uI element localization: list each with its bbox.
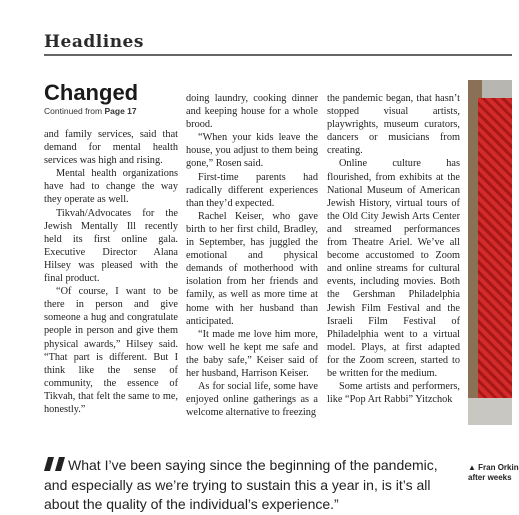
continued-page-link[interactable]: Page 17 [104,106,137,116]
article-title: Changed [44,80,139,105]
paragraph: Some artists and performers, like “Pop Art Rabbi” Yitzchok [327,381,460,406]
paragraph: First-time parents had radically different experiences than they’d expected. [186,171,318,209]
caption-line: ▲ Fran Orkin [468,463,519,472]
paragraph: and family services, said that demand for mental health services was high and rising. [44,129,178,167]
caption-line: after weeks [468,472,512,482]
pull-quote-text: What I’ve been saying since the beginning of the pandemic, and especially as we’re trying to sustain this a year in, is it’s all about the quality of the individual’s experience.” [44,457,438,512]
paragraph: “When your kids leave the house, you adjust to them being gone,” Rosen said. [186,132,318,170]
article-photo [468,80,512,425]
paragraph: the pandemic began, that hasn’t stopped visual artists, playwrights, museum curators, dancers or musicians from creating. [327,93,460,157]
section-rule [44,54,512,56]
paragraph: “It made me love him more, how well he kept me safe and the baby safe,” Keiser said of her husband, Harrison Keiser. [186,328,318,379]
continued-from [44,106,137,116]
pull-quote [44,456,452,515]
article-column-1 [44,128,178,416]
continued-prefix: Continued from [44,106,105,116]
article-column-2 [186,92,318,419]
photo-red-dress [478,98,512,398]
photo-floor [468,398,512,425]
paragraph: Online culture has flourished, from exhibits at the National Museum of American Jewish History, virtual tours of the Old City Jewish Arts Center and streamed performances from Theatre Ariel. We’ve all become accustomed to Zoom and online streams for cultural events, including movies. Both the Gershman Philadelphia Jewish Film Festival and the Israeli Film Festival of Philadelphia went to a virtual model. Plays, at first adapted for the Zoom screen, started to be written for the medium. [327,158,460,379]
article-column-3 [327,92,460,406]
paragraph: Mental health organizations have had to change the way they operate as well. [44,168,178,206]
paragraph: Rachel Keiser, who gave birth to her first child, Bradley, in September, has juggled the emotional and physical demands of motherhood with isolation from her friends and family, as well as more time at home with her husband than anticipated. [186,210,318,327]
section-header: Headlines [44,32,144,52]
paragraph: As for social life, some have enjoyed online gatherings as a welcome alternative to freezing [186,381,318,419]
photo-caption [468,463,519,482]
paragraph: “Of course, I want to be there in person and give someone a hug and congratulate people in person and give them physical awards,” Hilsey said. “That part is different. But I think like the sense of community, the essence of Tikvah, that felt the same to me, honestly.” [44,286,178,415]
paragraph: Tikvah/Advocates for the Jewish Mentally Ill recently held its first online gala. Executive Director Alana Hilsey was pleased with the final product. [44,207,178,285]
quote-mark-icon [44,457,66,471]
paragraph: doing laundry, cooking dinner and keeping house for a whole brood. [186,93,318,131]
